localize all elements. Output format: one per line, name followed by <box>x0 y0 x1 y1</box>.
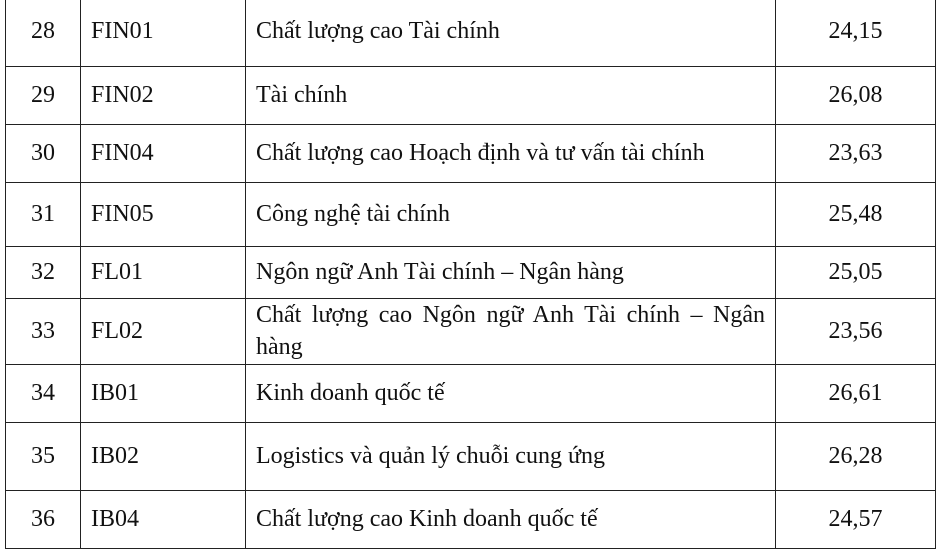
table-body <box>6 0 936 548</box>
row-number: 32 <box>6 246 81 298</box>
program-name: Chất lượng cao Kinh doanh quốc tế <box>246 490 776 548</box>
cutoff-score: 23,63 <box>776 124 936 182</box>
row-number: 34 <box>6 364 81 422</box>
row-number: 36 <box>6 490 81 548</box>
row-number: 35 <box>6 422 81 490</box>
program-name: Chất lượng cao Hoạch định và tư vấn tài chính <box>246 124 776 182</box>
program-name: Chất lượng cao Ngôn ngữ Anh Tài chính – Ngân hàng <box>246 298 776 364</box>
cutoff-score: 25,05 <box>776 246 936 298</box>
cutoff-score: 23,56 <box>776 298 936 364</box>
table-row <box>6 298 936 364</box>
cutoff-score: 24,15 <box>776 0 936 66</box>
program-code: FL02 <box>81 298 246 364</box>
row-number: 28 <box>6 0 81 66</box>
table-row <box>6 0 936 66</box>
row-number: 30 <box>6 124 81 182</box>
program-name: Công nghệ tài chính <box>246 182 776 246</box>
cutoff-score: 24,57 <box>776 490 936 548</box>
table-row <box>6 490 936 548</box>
table-row <box>6 246 936 298</box>
table-row <box>6 182 936 246</box>
program-code: FIN02 <box>81 66 246 124</box>
row-number: 29 <box>6 66 81 124</box>
program-code: FIN01 <box>81 0 246 66</box>
program-code: FIN05 <box>81 182 246 246</box>
program-name: Kinh doanh quốc tế <box>246 364 776 422</box>
program-code: IB01 <box>81 364 246 422</box>
program-name: Logistics và quản lý chuỗi cung ứng <box>246 422 776 490</box>
table-row <box>6 124 936 182</box>
program-code: FL01 <box>81 246 246 298</box>
program-name: Tài chính <box>246 66 776 124</box>
program-code: IB04 <box>81 490 246 548</box>
cutoff-score: 26,08 <box>776 66 936 124</box>
row-number: 31 <box>6 182 81 246</box>
program-name: Ngôn ngữ Anh Tài chính – Ngân hàng <box>246 246 776 298</box>
admission-score-table <box>5 0 936 549</box>
table-row <box>6 364 936 422</box>
program-name: Chất lượng cao Tài chính <box>246 0 776 66</box>
row-number: 33 <box>6 298 81 364</box>
cutoff-score: 26,28 <box>776 422 936 490</box>
program-code: FIN04 <box>81 124 246 182</box>
admission-score-table-wrapper <box>5 0 935 549</box>
cutoff-score: 26,61 <box>776 364 936 422</box>
program-code: IB02 <box>81 422 246 490</box>
table-row <box>6 422 936 490</box>
cutoff-score: 25,48 <box>776 182 936 246</box>
table-row <box>6 66 936 124</box>
